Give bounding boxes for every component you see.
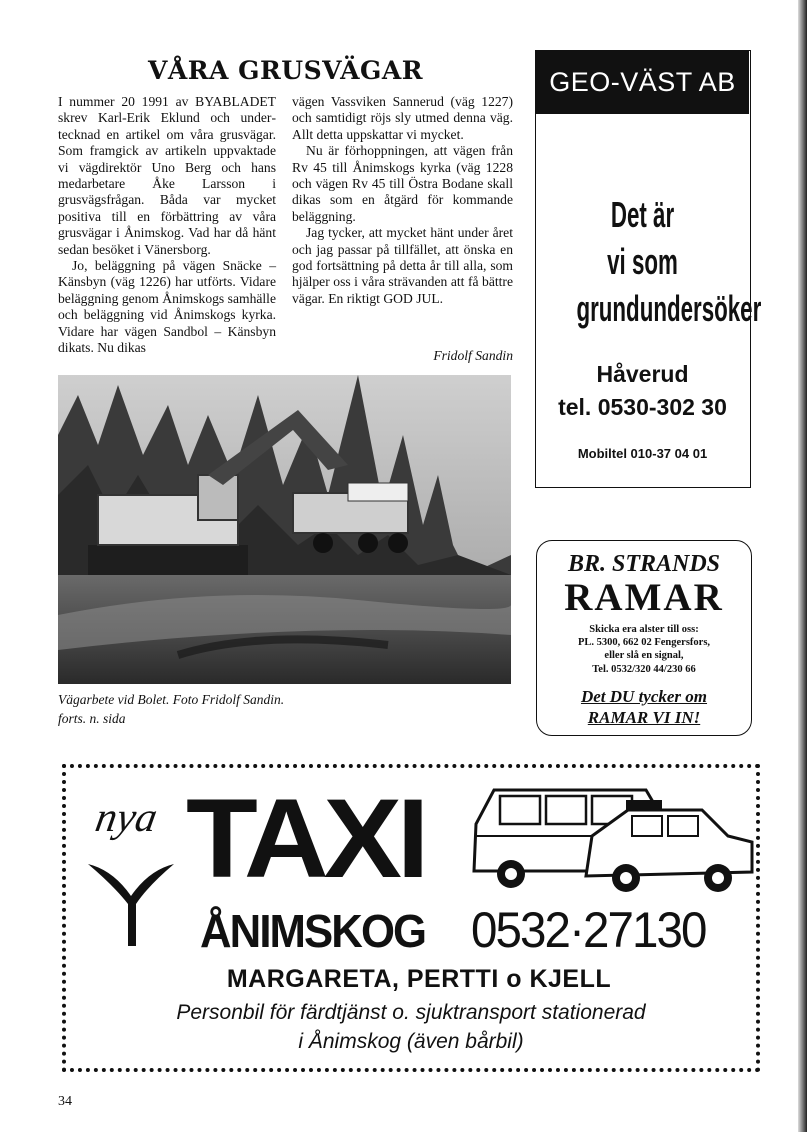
taxi-emblem-icon [88, 848, 174, 948]
ramar-line: eller slå en signal, [604, 650, 684, 661]
article-paragraph: Nu är förhoppningen, att vägen från Rv 45 till Ånimskogs kyrka (väg 1228 och vägen Rv 45 till Östra Bodane skall dikas som en åtgärd för kommande beläggning. [292, 143, 513, 224]
ramar-title-1: BR. STRANDS [567, 551, 721, 577]
geo-phone: tel. 0530-302 30 [558, 394, 727, 420]
taxi-place: ÅNIMSKOG [200, 905, 426, 957]
ramar-line: Skicka era alster till oss: [589, 624, 699, 635]
article-paragraph: I nummer 20 1991 av BYABLADET skrev Karl-Erik Eklund och undertecknad en artikel om våra grusvägar. Som framgick av artikeln uppvaktade vi vägdirektör Uno Berg och hans medarbetare Åke Larsson i grusvägsfrågan. Båda var mycket positiva till en förbättring av våra grusvägar i Ånimskog. Vad har då hänt sedan besöket i Vänersborg. [58, 94, 276, 257]
page-edge-shadow [798, 0, 807, 1132]
taxi-nya: nya [91, 795, 161, 841]
page-number: 34 [58, 1094, 72, 1109]
roadwork-photo [58, 375, 511, 684]
photo-caption: Vägarbete vid Bolet. Foto Fridolf Sandin. [58, 692, 285, 707]
photo-caption-block [58, 690, 284, 728]
geo-tagline [576, 191, 762, 332]
geo-mobile: Mobiltel 010-37 04 01 [577, 446, 708, 461]
article-signature: Fridolf Sandin [433, 348, 513, 363]
ramar-slogan: RAMAR VI IN! [587, 708, 701, 727]
article-paragraph: vägen Vassviken Sannerud (väg 1227) och samtidigt röjs sly utmed denna väg. Allt detta uppskattar vi mycket. [292, 94, 513, 142]
geo-tagline-line: Det är [610, 194, 675, 235]
strands-ramar-ad [536, 540, 752, 736]
article-column-2 [292, 94, 513, 307]
article-title: VÅRA GRUSVÄGAR [147, 56, 424, 85]
taxi-description: Personbil för färdtjänst o. sjuktransport stationerad [176, 1001, 646, 1024]
taxi-ad [62, 764, 760, 1072]
article-column-1 [58, 94, 276, 357]
taxi-vehicles-icon [466, 776, 756, 898]
excavator-photo-illustration [58, 375, 511, 684]
ramar-title-2: RAMAR [564, 576, 724, 619]
ramar-line: PL. 5300, 662 02 Fengersfors, [577, 637, 711, 648]
taxi-description: i Ånimskog (även bårbil) [298, 1030, 524, 1053]
ramar-line: Tel. 0532/320 44/230 66 [592, 664, 696, 675]
taxi-owner-names: MARGARETA, PERTTI o KJELL [226, 965, 612, 993]
geo-company-name: GEO-VÄST AB [536, 51, 749, 114]
article-paragraph: Jo, beläggning på vägen Snäcke – Känsbyn (väg 1226) har utförts. Vidare beläggning genom Ånimskogs samhälle och beläggning vid Ånimskogs kyrka. Vidare har vägen Sandbol – Känsbyn dikats. Nu dikas [58, 258, 276, 356]
article-paragraph: Jag tycker, att mycket hänt under året och jag passar på tillfället, att önska en god fortsättning på detta år till alla, som hjälper oss i våra strävanden att få bättre vägar. En riktigt GOD JUL. [292, 225, 513, 306]
geo-city: Håverud [596, 361, 689, 387]
geo-vast-ad [535, 50, 762, 488]
taxi-phone: 0532·27130 [471, 902, 706, 958]
geo-tagline-line: grundundersöker [576, 288, 762, 329]
geo-tagline-line: vi som [607, 241, 678, 282]
ramar-slogan: Det DU tycker om [580, 687, 708, 706]
taxi-word: TAXI [186, 776, 425, 901]
continued-note: forts. n. sida [58, 711, 126, 726]
